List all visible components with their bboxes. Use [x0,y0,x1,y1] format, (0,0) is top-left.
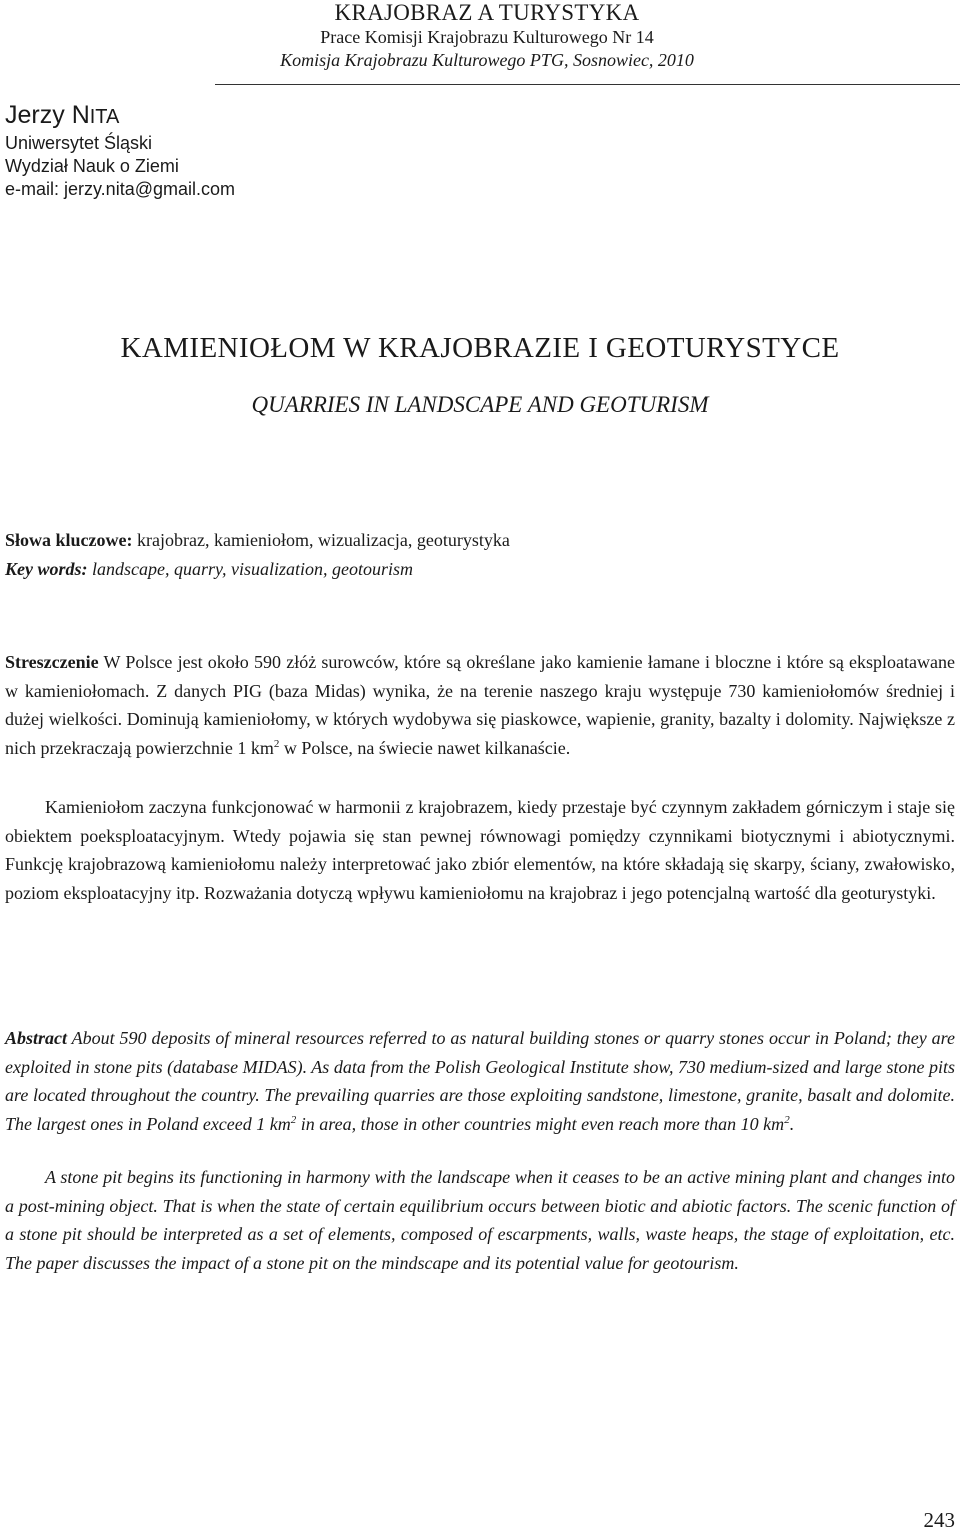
abstract-label: Abstract [5,1028,68,1048]
author-last-initial: N [71,101,90,129]
streszczenie-text-1a: W Polsce jest około 590 złóż surowców, które są określane jako kamienie łamane i bloczne i które są eksploatawane w kamieniołomach. Z danych PIG (baza Midas) wynika, że na terenie naszego kraju występuje 730 kamieniołomów średniej i dużej wielkości. Dominują kamieniołomy, w których wydobywa się piaskowce, wapienie, granity, bazalty i dolomity. Największe z nich przekraczają powierzchnie 1 km [5,652,955,759]
streszczenie-paragraph-1 [5,648,955,763]
keywords-pl-label: Słowa kluczowe: [5,530,133,550]
abstract-text-1b: in area, those in other countries might even reach more than 10 km [296,1114,785,1135]
abstract-paragraph-1 [5,1024,955,1139]
abstract-sup-2: 2 [784,1114,790,1127]
abstract-text-1c: . [789,1114,795,1135]
journal-header [215,0,759,72]
author-block [5,100,235,201]
journal-publisher: Komisja Krajobrazu Kulturowego PTG, Sosnowiec, 2010 [280,50,694,70]
abstract-paragraph-2: A stone pit begins its functioning in harmony with the landscape when it ceases to be an active mining plant and changes into a post-mining object. That is when the state of certain equilibrium occurs between biotic and abiotic factors. The scenic function of a stone pit should be interpreted as a set of elements, composed of escarpments, walls, waste heaps, the stage of exploitation, etc. The paper discusses the impact of a stone pit on the mindscape and its potential value for geotourism. [5,1167,955,1274]
journal-series: Prace Komisji Krajobrazu Kulturowego Nr 14 [320,27,654,47]
journal-title: KRAJOBRAZ A TURYSTYKA [334,0,640,25]
keywords-pl-text: krajobraz, kamieniołom, wizualizacja, geoturystyka [132,530,510,550]
streszczenie-paragraph-2: Kamieniołom zaczyna funkcjonować w harmonii z krajobrazem, kiedy przestaje być czynnym zakładem górniczym i staje się obiektem poeksploatacyjnym. Wtedy pojawia się stan pewnej równowagi pomiędzy czynnikami biotycznymi i abiotycznymi. Funkcję krajobrazową kamieniołomu należy interpretować jako zbiór elementów, na które składają się skarpy, ściany, zwałowisko, poziom eksploatacyjny itp. Rozważania dotyczą wpływu kamieniołomu na krajobraz i jego potencjalną wartość dla geoturystyki. [5,797,955,904]
paper-title-en: QUARRIES IN LANDSCAPE AND GEOTURISM [251,392,709,417]
author-university: Uniwersytet Śląski [5,133,153,153]
keywords-en [5,556,955,582]
author-email[interactable]: e-mail: jerzy.nita@gmail.com [5,179,235,199]
keywords-en-label: Key words: [5,559,88,579]
abstract-sup-1: 2 [290,1114,297,1127]
author-faculty: Wydział Nauk o Ziemi [5,156,179,176]
paper-title-pl: KAMIENIOŁOM W KRAJOBRAZIE I GEOTURYSTYCE [120,332,840,364]
author-first-name: Jerzy [5,101,65,129]
streszczenie-sup: 2 [273,738,280,751]
abstract-text-1a: About 590 deposits of mineral resources referred to as natural building stones or quarry stones occur in Poland; they are exploited in stone pits (database MIDAS). As data from the Polish Geological Institute show, 730 medium-sized and large stone pits are located throughout the country. The prevailing quarries are those exploiting sandstone, limestone, granite, basalt and dolomite. The largest ones in Poland exceed 1 km [5,1028,955,1135]
keywords-pl [5,527,955,553]
streszczenie-text-1b: w Polsce, na świecie nawet kilkanaście. [279,738,571,759]
header-rule [215,84,960,85]
author-last-rest: ITA [89,106,120,128]
keywords-en-text: landscape, quarry, visualization, geotourism [87,559,413,579]
streszczenie-label: Streszczenie [5,652,99,672]
author-name [5,100,235,132]
page-number: 243 [923,1508,955,1532]
